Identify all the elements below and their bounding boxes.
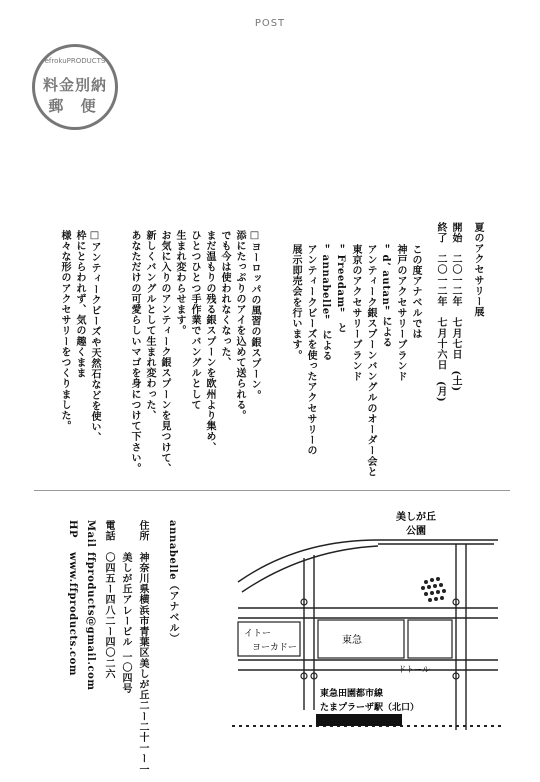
address-label: 住所 [137,520,148,542]
map-ito-yokado-label: イトー [244,629,272,639]
spoon-line: あなただけの可愛らしいマゴを身につけて下さい。 [129,230,140,474]
intro-line: この度アナベルでは [410,244,421,340]
map-doutor-label: ドトール [398,665,430,674]
map-station-label: たまプラーザ駅（北口） [320,703,420,713]
stamp-line-2: 郵 便 [48,97,102,115]
post-label: POST [254,18,286,29]
spoon-line: □ヨーロッパの風習の銀スプーン。 [249,230,260,401]
stamp-line-1: 料金別納 [42,76,107,94]
map-road-curve [238,540,378,582]
map-park-label: 美しが丘 [396,512,436,523]
intro-line: ＂Freedam＂ と [335,244,346,334]
map-ito-yokado-label: ヨーカドー [252,643,297,653]
intro-line: 神戸のアクセサリーブランド [395,244,406,382]
intro-line: ＂annabelle＂ による [320,244,331,362]
section-divider [34,490,510,491]
mail-label: Mail [85,520,96,548]
beads-line: □アンティークビーズや天然石などを使い、 [89,230,100,443]
phone-number: 〇四五ー四八二ー四〇二六 [103,552,114,680]
spoon-line: ひとつひとつ手作業でバングルとして [189,230,200,411]
map-railway-label: 東急田園都市線 [320,689,384,699]
spoon-line: 新しくバングルとして生まれ変わった、 [144,230,155,421]
intro-line: ＂d’ autan＂による [380,244,391,348]
mail-address: ffproducts@gmail.com [85,552,96,691]
phone-label: 電話 [103,520,114,542]
intro-line: 展示即売会を行います。 [290,244,301,361]
beads-line: 様々な形のアクセサリーをつくりました。 [59,230,70,432]
spoon-line: まだ温もりの残る銀スプーンを欧州より集め、 [204,230,215,453]
start-date: 開始 二〇一二年 七月七日 (土) [450,222,461,392]
beads-line: 枠にとらわれず、気の趣くまま [74,230,85,379]
exhibition-title: 夏のアクセサリー展 [472,222,483,318]
spoon-line: でも今は使われなくなった、 [219,230,230,368]
address-line-1: 神奈川県横浜市青葉区美しが丘二ー二十一ー一 [137,552,148,775]
hp-label: HP [67,520,78,539]
map-station-building [316,714,402,726]
spoon-line: 添にたっぷりのアイを込めて送られる。 [234,230,245,421]
access-map [228,500,508,770]
stamp-brand: efrokuPRODUCTS [44,57,106,65]
intro-line: アンティークビーズを使ったアクセサリーの [305,244,316,456]
map-road-curve [242,546,378,592]
spoon-line: 生まれ変わらせます。 [174,230,185,336]
map-tree-cluster [421,577,446,602]
address-line-2: 美しが丘アレービル 一〇四号 [120,552,131,694]
spoon-line: お気に入りのアンティーク銀スプーンを見つけて、 [159,230,170,474]
map-park-label: 公園 [406,526,426,537]
map-park-boundary [378,540,498,544]
end-date: 終了 二〇一二年 七月十六日 (月) [435,222,446,403]
intro-line: アンティーク銀スプーンバングルのオーダー会と [365,244,376,478]
hp-url: www.ffproducts.com [67,552,78,677]
map-target-building [408,620,452,658]
shop-name: annabelle（アナベル） [167,520,178,644]
intro-line: 東京のアクセサリーブランド [350,244,361,382]
postage-stamp [32,44,118,130]
map-tokyu-label: 東急 [342,635,362,646]
